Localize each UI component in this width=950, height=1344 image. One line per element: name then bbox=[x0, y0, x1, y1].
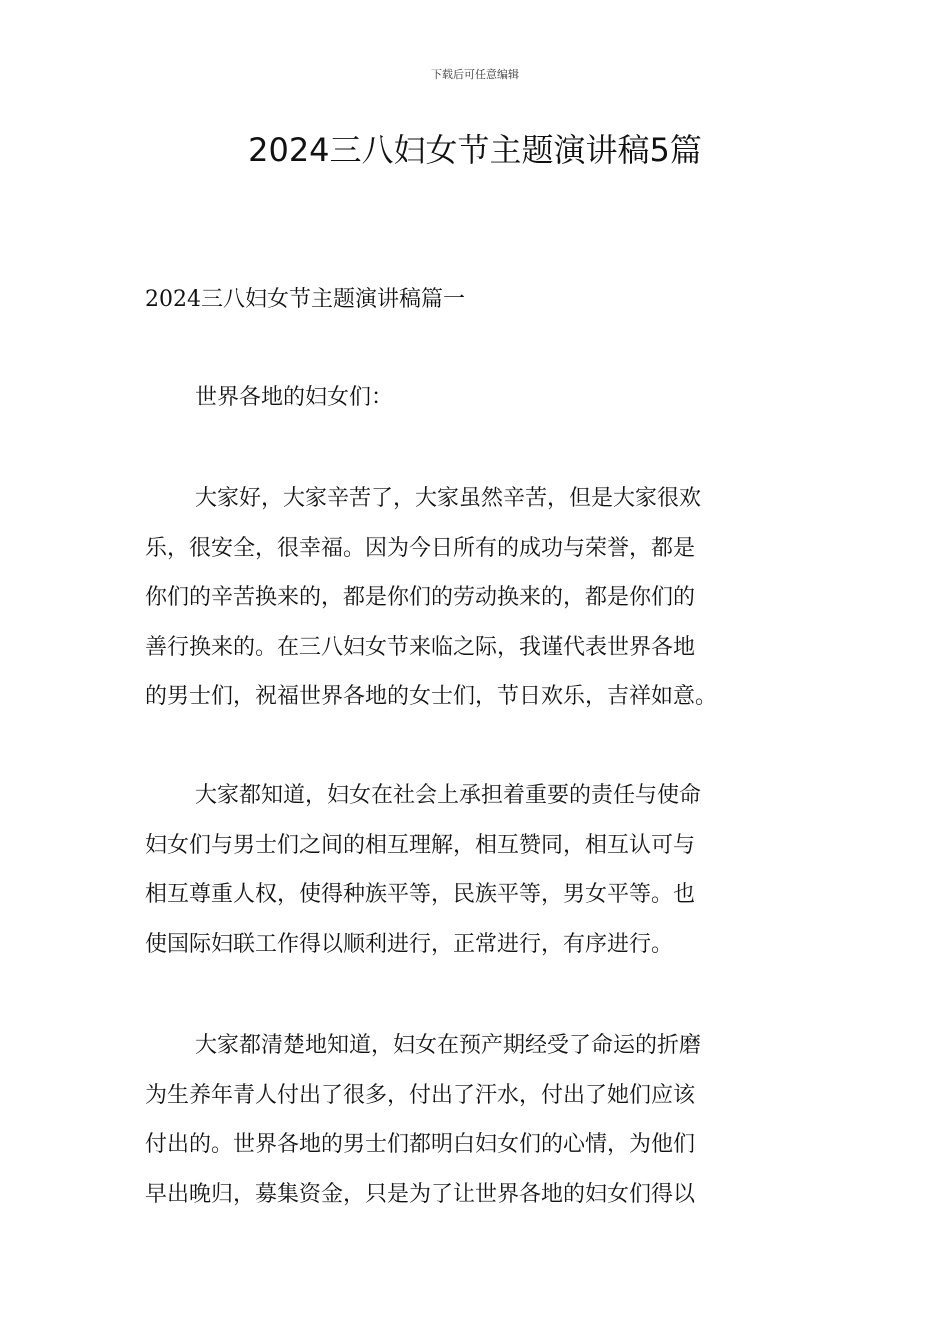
salutation: 世界各地的妇女们： bbox=[195, 385, 394, 410]
document-title: 2024三八妇女节主题演讲稿5篇 bbox=[248, 131, 702, 169]
paragraph-line: 大家都知道，妇女在社会上承担着重要的责任与使命 bbox=[195, 783, 702, 808]
paragraph-line: 使国际妇联工作得以顺利进行，正常进行，有序进行。 bbox=[145, 931, 674, 957]
paragraph-line: 相互尊重人权，使得种族平等，民族平等，男女平等。也 bbox=[145, 882, 696, 907]
paragraph-2 bbox=[145, 771, 810, 969]
paragraph-line: 大家都清楚地知道，妇女在预产期经受了命运的折磨 bbox=[195, 1033, 702, 1058]
paragraph-line: 早出晚归，募集资金，只是为了让世界各地的妇女们得以 bbox=[145, 1181, 696, 1207]
header-note: 下载后可任意编辑 bbox=[431, 68, 519, 81]
paragraph-line: 妇女们与男士们之间的相互理解，相互赞同，相互认可与 bbox=[145, 832, 696, 858]
paragraph-line: 大家好，大家辛苦了，大家虽然辛苦，但是大家很欢 bbox=[195, 486, 702, 511]
section-heading: 2024三八妇女节主题演讲稿篇一 bbox=[145, 287, 465, 312]
paragraph-1 bbox=[145, 474, 810, 722]
paragraph-3 bbox=[145, 1021, 810, 1219]
paragraph-line: 付出的。世界各地的男士们都明白妇女们的心情，为他们 bbox=[145, 1132, 696, 1157]
paragraph-line: 善行换来的。在三八妇女节来临之际，我谨代表世界各地 bbox=[145, 634, 696, 660]
paragraph-line: 的男士们，祝福世界各地的女士们，节日欢乐，吉祥如意。 bbox=[145, 684, 718, 709]
paragraph-line: 乐，很安全，很幸福。因为今日所有的成功与荣誉，都是 bbox=[145, 535, 696, 561]
paragraph-line: 为生养年青人付出了很多，付出了汗水，付出了她们应该 bbox=[145, 1082, 696, 1108]
paragraph-line: 你们的辛苦换来的，都是你们的劳动换来的，都是你们的 bbox=[145, 585, 696, 610]
